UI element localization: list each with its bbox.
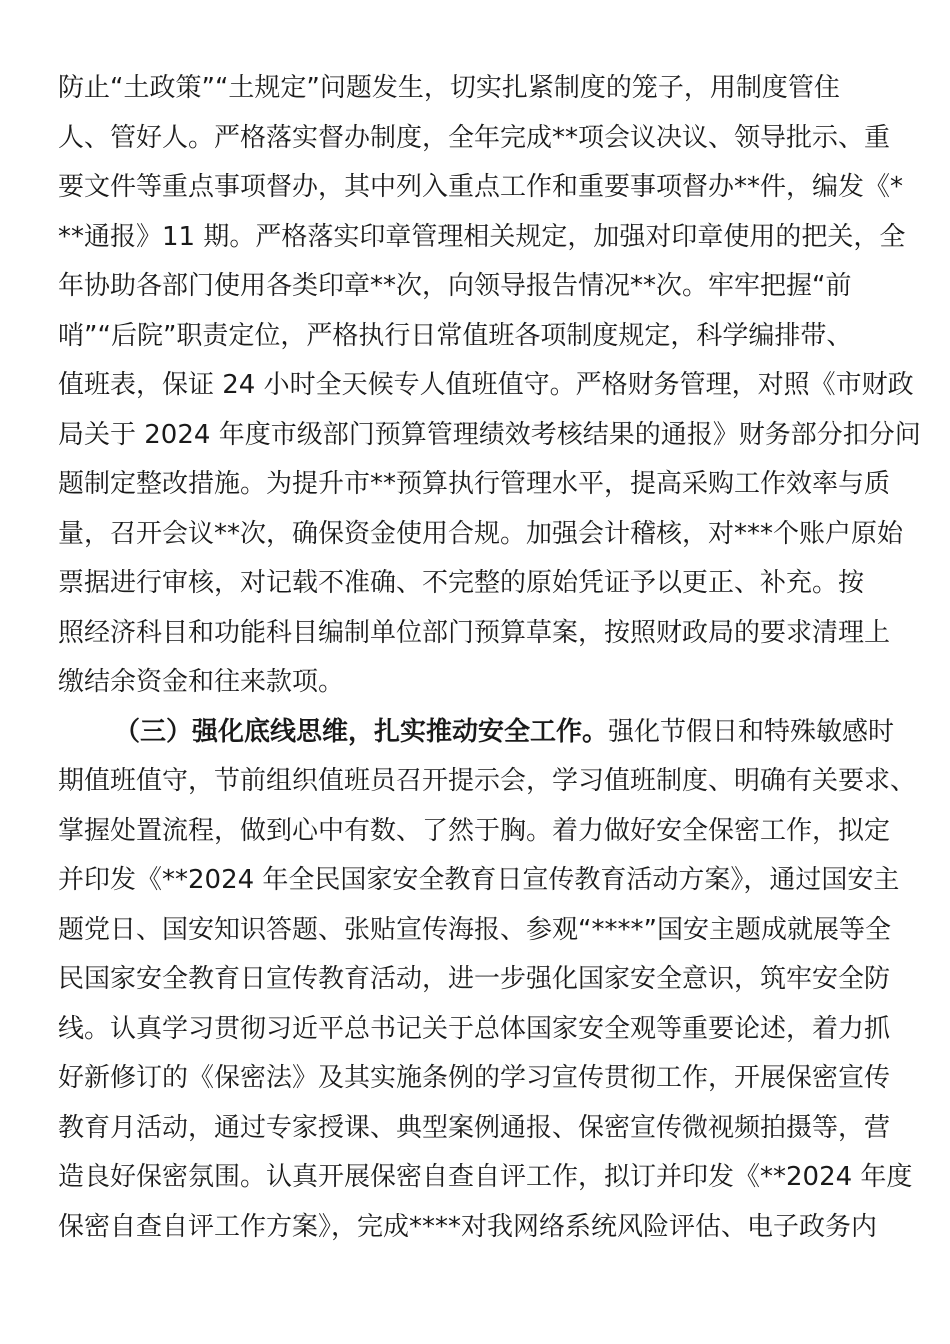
- text-line: 年协助各部门使用各类印章**次，向领导报告情况**次。牢牢把握“前: [58, 271, 852, 301]
- text-line: 好新修订的《保密法》及其实施条例的学习宣传贯彻工作，开展保密宣传: [58, 1063, 891, 1093]
- text-line: 人、管好人。严格落实督办制度，全年完成**项会议决议、领导批示、重: [58, 122, 891, 153]
- text-line: 造良好保密氛围。认真开展保密自查自评工作，拟订并印发《**2024 年度: [58, 1162, 913, 1192]
- document-body: [58, 64, 921, 1252]
- text-line: 值班表，保证 24 小时全天候专人值班值守。严格财务管理，对照《市财政: [58, 370, 914, 400]
- text-line: 缴结余资金和往来款项。: [58, 667, 345, 697]
- paragraph-2: [58, 708, 917, 1253]
- text-line: 防止“土政策”“土规定”问题发生，切实扎紧制度的笼子，用制度管住: [58, 73, 840, 103]
- paragraph-2-first-line: [58, 708, 895, 758]
- text-line: 题党日、国安知识答题、张贴宣传海报、参观“****”国安主题成就展等全: [58, 914, 891, 945]
- text-line: 题制定整改措施。为提升市**预算执行管理水平，提高采购工作效率与质: [58, 469, 891, 499]
- text-line: 期值班值守，节前组织值班员召开提示会，学习值班制度、明确有关要求、: [58, 766, 917, 796]
- text-line: 线。认真学习贯彻习近平总书记关于总体国家安全观等重要论述，着力抓: [58, 1013, 891, 1044]
- text-line: 局关于 2024 年度市级部门预算管理绩效考核结果的通报》财务部分扣分问: [58, 419, 921, 450]
- text-line: 要文件等重点事项督办，其中列入重点工作和重要事项督办**件，编发《*: [58, 172, 904, 202]
- text-line: 教育月活动，通过专家授课、典型案例通报、保密宣传微视频拍摄等，营: [58, 1112, 891, 1143]
- paragraph-1: [58, 64, 921, 708]
- text-line: 哨”“后院”职责定位，严格执行日常值班各项制度规定，科学编排带、: [58, 320, 853, 351]
- text-line: 照经济科目和功能科目编制单位部门预算草案，按照财政局的要求清理上: [58, 617, 891, 648]
- heading-line-rest: 强化节假日和特殊敏感时: [608, 716, 895, 747]
- text-line: 保密自查自评工作方案》，完成****对我网络系统风险评估、电子政务内: [58, 1211, 878, 1242]
- text-line: 量，召开会议**次，确保资金使用合规。加强会计稽核，对***个账户原始: [58, 518, 904, 549]
- text-line: 票据进行审核，对记载不准确、不完整的原始凭证予以更正、补充。按: [58, 568, 865, 598]
- text-line: 民国家安全教育日宣传教育活动，进一步强化国家安全意识，筑牢安全防: [58, 964, 891, 994]
- text-line: 掌握处置流程，做到心中有数、了然于胸。着力做好安全保密工作，拟定: [58, 815, 891, 846]
- text-line: 并印发《**2024 年全民国家安全教育日宣传教育活动方案》，通过国安主: [58, 865, 900, 895]
- text-line: **通报》11 期。严格落实印章管理相关规定，加强对印章使用的把关，全: [58, 221, 906, 252]
- section-heading: （三）强化底线思维，扎实推动安全工作。: [114, 716, 609, 747]
